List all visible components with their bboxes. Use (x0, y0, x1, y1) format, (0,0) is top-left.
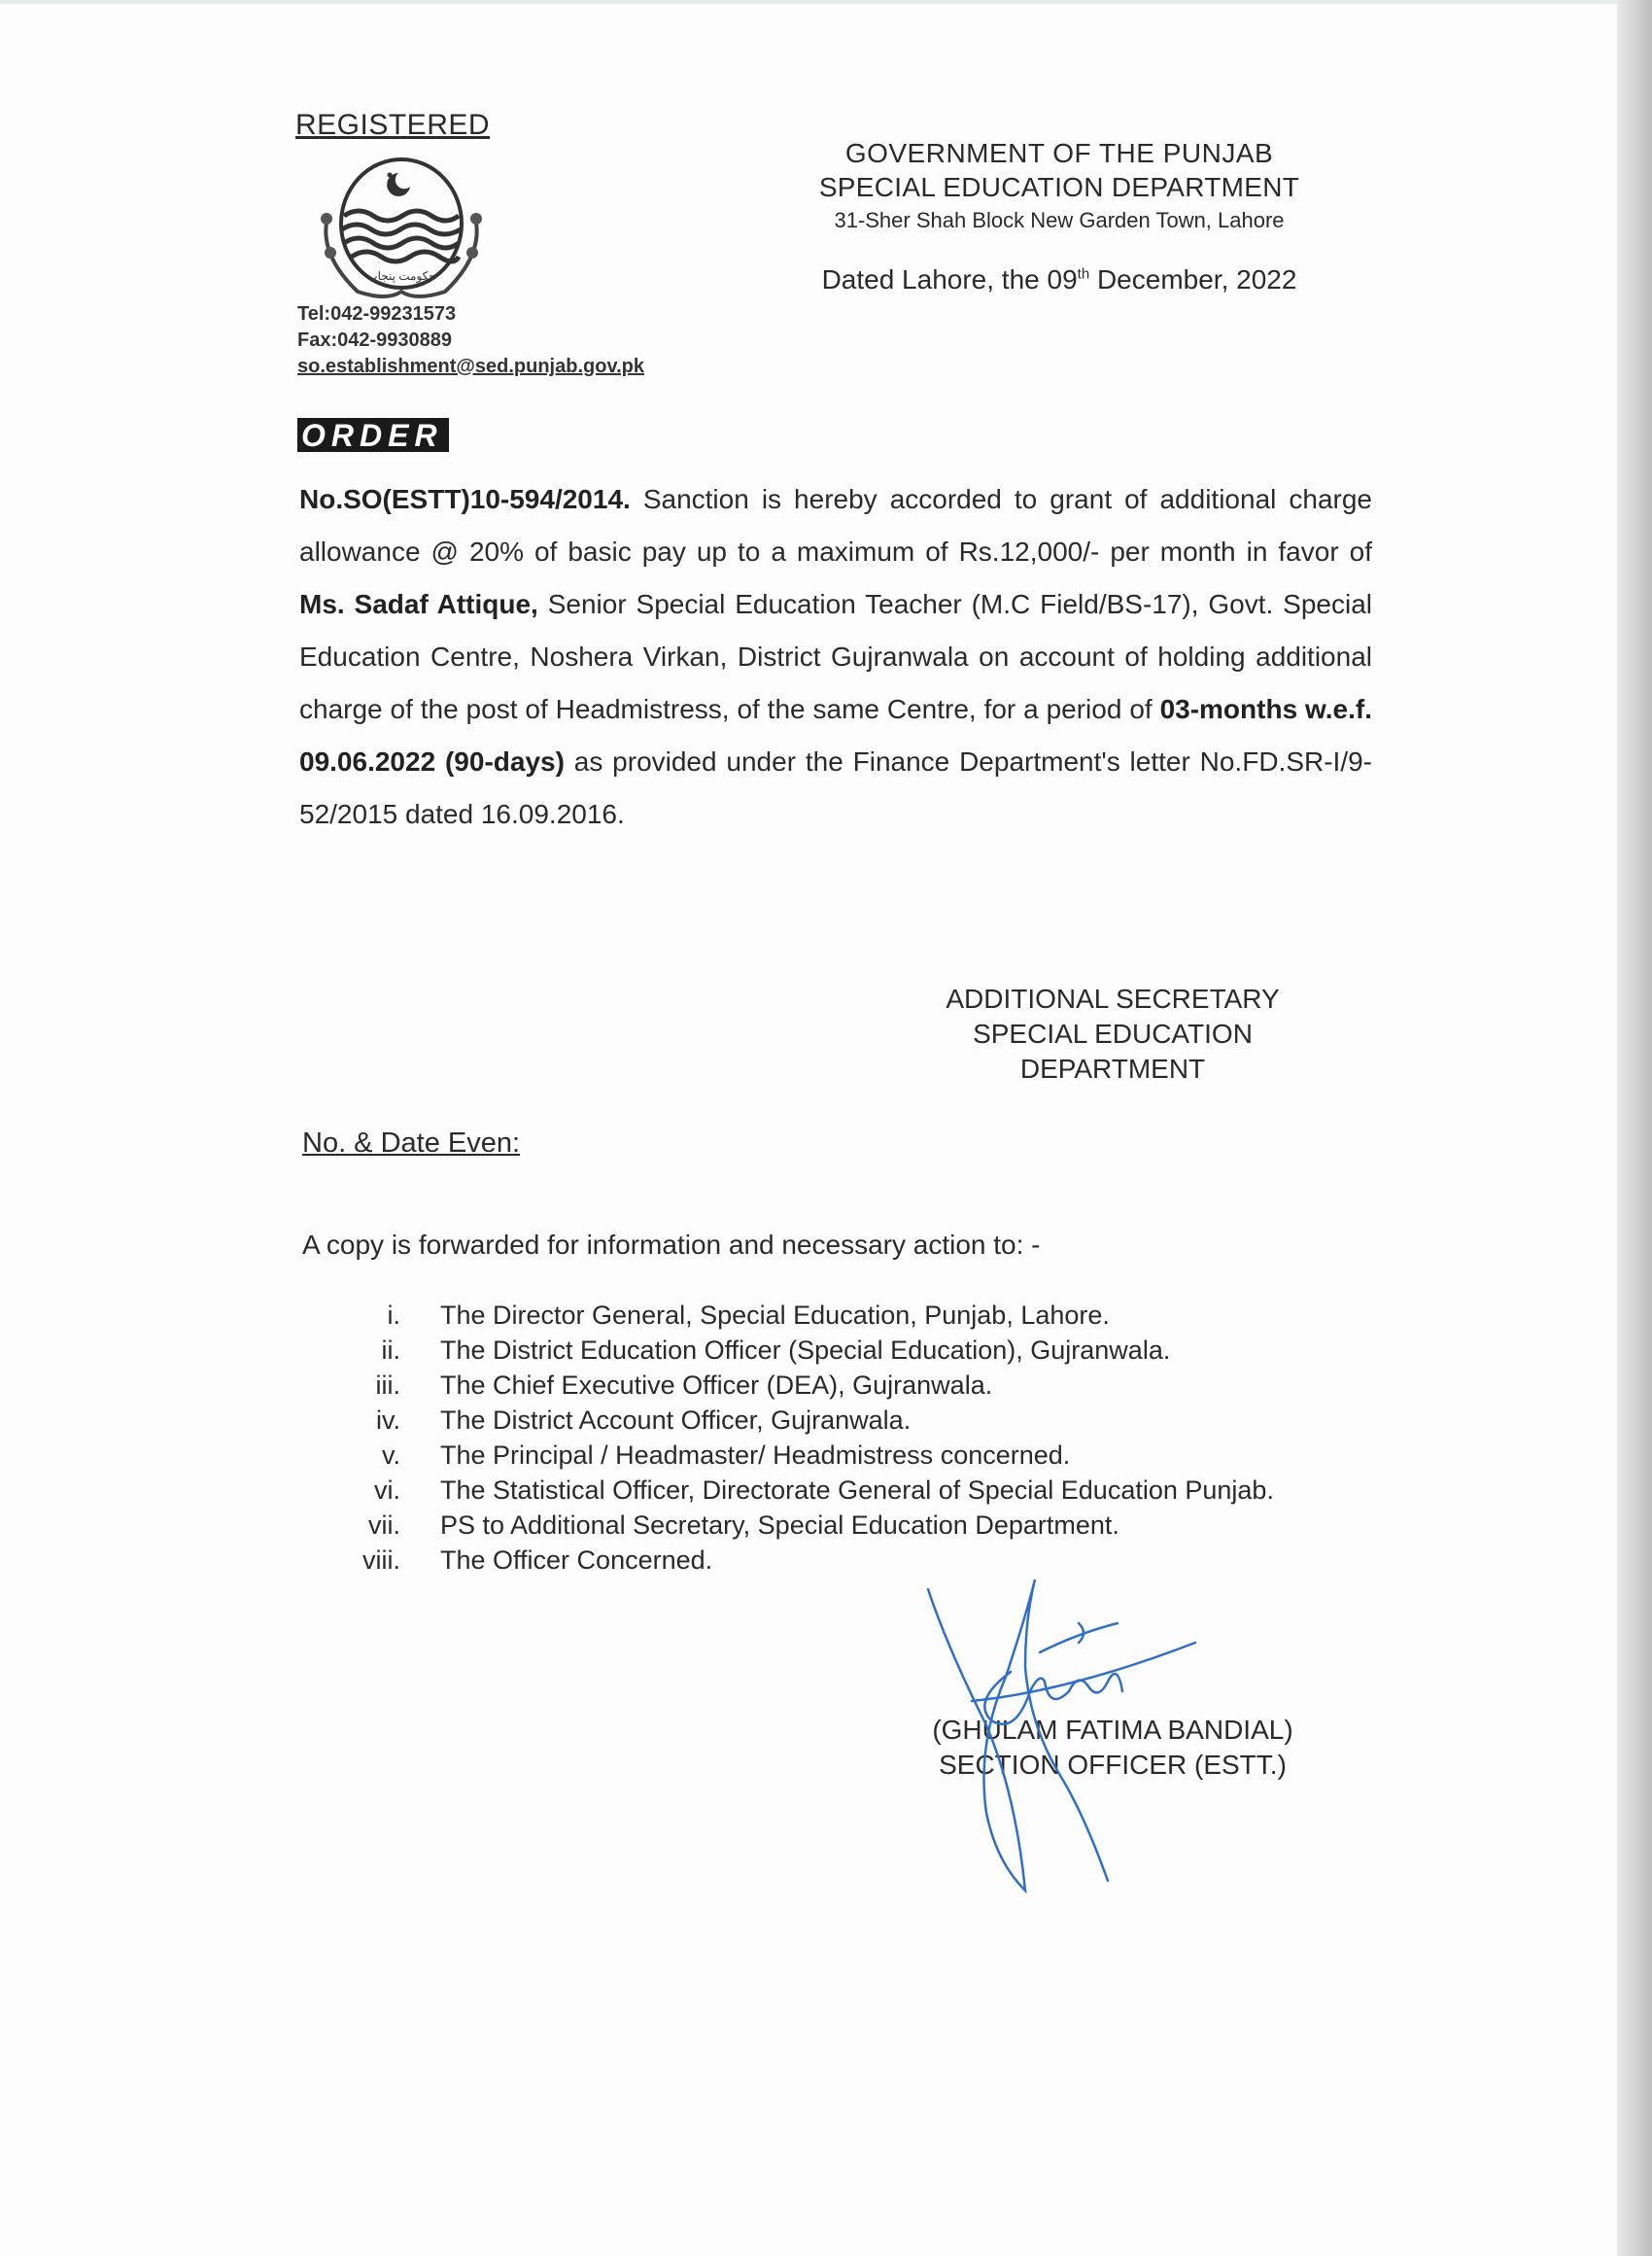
order-heading: ORDER (297, 418, 449, 452)
list-item (330, 1368, 1380, 1403)
scan-edge-top (0, 0, 1617, 4)
list-item (330, 1508, 1380, 1543)
list-item (330, 1333, 1380, 1368)
signatory-name: (GHULAM FATIMA BANDIAL) (932, 1715, 1293, 1745)
date-sup: th (1077, 265, 1090, 283)
item-number: vi. (374, 1475, 400, 1505)
handwritten-signature (904, 1575, 1215, 1905)
item-number: iii. (375, 1371, 400, 1400)
item-number: viii. (362, 1545, 400, 1575)
item-number: ii. (381, 1336, 400, 1365)
list-item (330, 1438, 1380, 1473)
department-address: 31-Sher Shah Block New Garden Town, Lahore (834, 208, 1285, 232)
registered-label: REGISTERED (295, 109, 491, 141)
authority-line-3: DEPARTMENT (1019, 1054, 1206, 1084)
item-text: PS to Additional Secretary, Special Education Department. (440, 1510, 1119, 1540)
authority-line-2: SPECIAL EDUCATION (973, 1019, 1253, 1049)
item-text: The Director General, Special Education, Punjab, Lahore. (440, 1301, 1110, 1330)
item-text: The District Education Officer (Special Education), Gujranwala. (440, 1336, 1171, 1365)
distribution-list (330, 1298, 1380, 1578)
fax: Fax:042-9930889 (297, 330, 453, 351)
item-text: The Statistical Officer, Directorate General of Special Education Punjab. (440, 1475, 1274, 1505)
item-text: The District Account Officer, Gujranwala. (440, 1406, 912, 1435)
order-number: No.SO(ESTT)10-594/2014. (299, 484, 631, 514)
signatory-designation: SECTION OFFICER (ESTT.) (939, 1750, 1287, 1780)
item-number: i. (387, 1301, 400, 1330)
item-text: The Principal / Headmaster/ Headmistress concerned. (440, 1440, 1071, 1470)
order-period: 03-months w.e.f. 09.06.2022 (90-days) (299, 694, 1372, 777)
list-item (330, 1298, 1380, 1333)
list-item (330, 1543, 1380, 1578)
telephone: Tel:042-99231573 (297, 303, 457, 325)
item-number: v. (382, 1440, 400, 1470)
department-title: SPECIAL EDUCATION DEPARTMENT (818, 172, 1300, 202)
copy-intro: A copy is forwarded for information and necessary action to: - (302, 1230, 1041, 1260)
order-text-2: Senior Special Education Teacher (M.C Field/BS-17), Govt. Special Education Centre, Noshera Virkan, District Gujranwala on account of holding additional charge of the post of Headmistress, of the same Centre, for a period of (299, 589, 1373, 724)
date-prefix: Dated Lahore, the 09 (821, 264, 1078, 295)
order-text-1: Sanction is hereby accorded to grant of additional charge allowance @ 20% of basic pay up to a maximum of Rs.12,000/- per month in favor of (299, 484, 1372, 567)
authority-line-1: ADDITIONAL SECRETARY (946, 984, 1280, 1014)
punjab-emblem-logo (309, 156, 494, 301)
date-suffix: December, 2022 (1089, 264, 1297, 295)
item-text: The Chief Executive Officer (DEA), Gujranwala. (440, 1371, 993, 1400)
government-title: GOVERNMENT OF THE PUNJAB (844, 138, 1274, 168)
item-text: The Officer Concerned. (440, 1545, 713, 1575)
order-text-3: as provided under the Finance Department's letter No.FD.SR-I/9-52/2015 dated 16.09.2016. (299, 746, 1372, 829)
list-item (330, 1403, 1380, 1438)
scan-edge-right (1617, 0, 1652, 2256)
no-date-even-heading: No. & Date Even: (302, 1128, 521, 1159)
item-number: vii. (368, 1510, 400, 1540)
item-number: iv. (376, 1406, 400, 1435)
email-link[interactable]: so.establishment@sed.punjab.gov.pk (297, 356, 644, 377)
order-paragraph (299, 473, 1372, 841)
employee-name: Ms. Sadaf Attique, (299, 589, 538, 619)
list-item (330, 1473, 1380, 1508)
date-line (758, 264, 1360, 295)
svg-text:حکومت پنجاب: حکومت پنجاب (366, 269, 436, 283)
